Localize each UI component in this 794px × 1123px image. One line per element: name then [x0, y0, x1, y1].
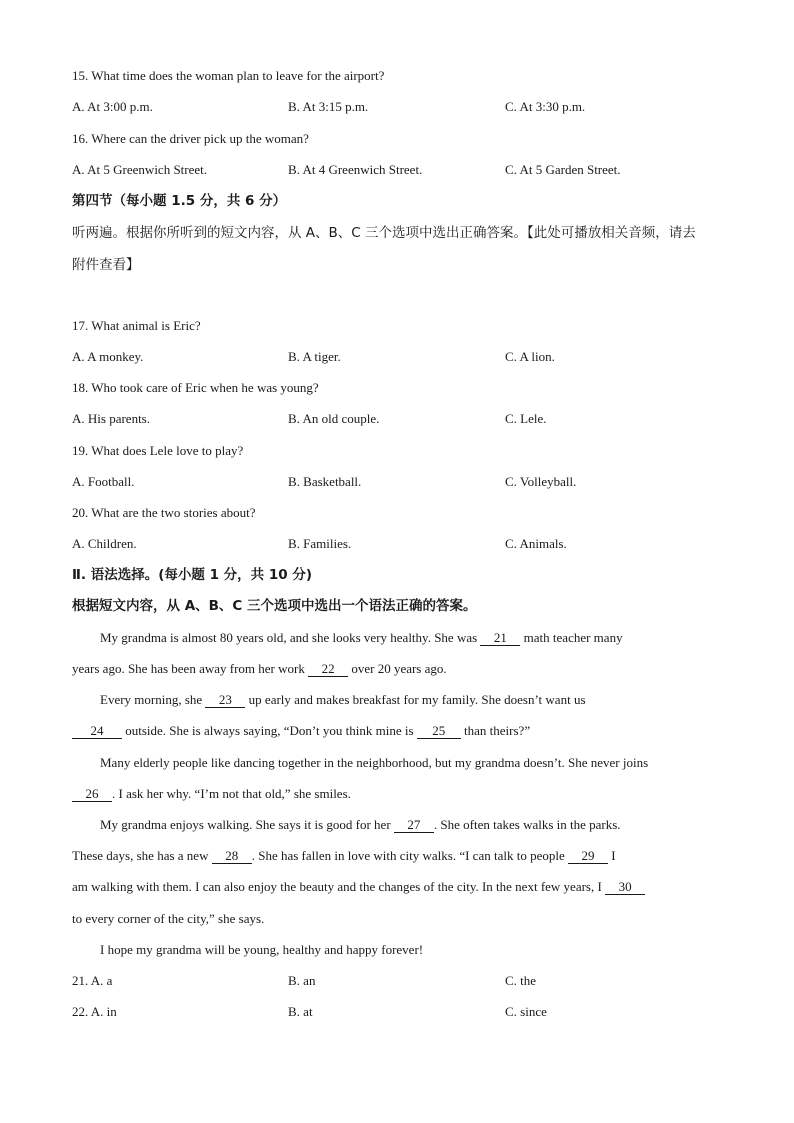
- blank-29: 29: [568, 849, 608, 864]
- option-16a: A. At 5 Greenwich Street.: [72, 162, 208, 177]
- passage-p4-line2: [72, 848, 722, 864]
- passage-text: over 20 years ago.: [348, 661, 447, 676]
- option-15a: A. At 3:00 p.m.: [72, 99, 153, 114]
- section4-instruction-1: 听两遍。根据你所听到的短文内容，从 A、B、C 三个选项中选出正确答案。【此处可播放相关音频，请去: [72, 225, 696, 241]
- passage-text: than theirs?”: [460, 723, 531, 738]
- passage-text: I: [607, 848, 616, 863]
- passage-text: . I ask her why. “I’m not that old,” she smiles.: [112, 786, 351, 801]
- passage-p4-line4: to every corner of the city,” she says.: [72, 911, 265, 926]
- section4-heading: 第四节（每小题 1.5 分，共 6 分）: [72, 193, 287, 209]
- passage-p4-line1: [100, 817, 750, 833]
- question-15: 15. What time does the woman plan to leave for the airport?: [72, 68, 385, 83]
- passage-p4-line3: [72, 879, 722, 895]
- passage-text: My grandma is almost 80 years old, and she looks very healthy. She was: [100, 630, 481, 645]
- question-20: 20. What are the two stories about?: [72, 505, 256, 520]
- option-20c: C. Animals.: [505, 536, 567, 551]
- grammar-heading: Ⅱ. 语法选择。(每小题 1 分，共 10 分): [72, 567, 313, 583]
- question-18: 18. Who took care of Eric when he was young?: [72, 380, 319, 395]
- option-17a: A. A monkey.: [72, 349, 144, 364]
- question-19: 19. What does Lele love to play?: [72, 443, 244, 458]
- passage-p1-line2: [72, 661, 722, 677]
- passage-text: My grandma enjoys walking. She says it is good for her: [100, 817, 394, 832]
- option-18a: A. His parents.: [72, 411, 150, 426]
- blank-23: 23: [205, 693, 245, 708]
- passage-text: up early and makes breakfast for my family. She doesn’t want us: [245, 692, 586, 707]
- option-18b: B. An old couple.: [288, 411, 380, 426]
- grammar-instruction: 根据短文内容，从 A、B、C 三个选项中选出一个语法正确的答案。: [72, 598, 477, 614]
- option-16c: C. At 5 Garden Street.: [505, 162, 621, 177]
- passage-text: These days, she has a new: [72, 848, 212, 863]
- option-19b: B. Basketball.: [288, 474, 362, 489]
- option-17b: B. A tiger.: [288, 349, 341, 364]
- option-19a: A. Football.: [72, 474, 135, 489]
- option-22b: B. at: [288, 1004, 313, 1019]
- passage-text: . She often takes walks in the parks.: [433, 817, 621, 832]
- blank-24: 24: [72, 724, 122, 739]
- option-22c: C. since: [505, 1004, 547, 1019]
- passage-p1-line1: [100, 630, 750, 646]
- question-16: 16. Where can the driver pick up the woman?: [72, 131, 309, 146]
- option-21c: C. the: [505, 973, 537, 988]
- blank-26: 26: [72, 787, 112, 802]
- passage-p3-line1: Many elderly people like dancing together in the neighborhood, but my grandma doesn’t. She never joins: [100, 755, 649, 770]
- passage-text: math teacher many: [520, 630, 623, 645]
- blank-21: 21: [480, 631, 520, 646]
- option-18c: C. Lele.: [505, 411, 547, 426]
- passage-p2-line2: [72, 723, 722, 739]
- option-20b: B. Families.: [288, 536, 352, 551]
- option-19c: C. Volleyball.: [505, 474, 577, 489]
- passage-p2-line1: [100, 692, 750, 708]
- blank-27: 27: [394, 818, 434, 833]
- option-16b: B. At 4 Greenwich Street.: [288, 162, 423, 177]
- passage-text: am walking with them. I can also enjoy the beauty and the changes of the city. In the next few years, I: [72, 879, 606, 894]
- blank-22: 22: [308, 662, 348, 677]
- option-21a: 21. A. a: [72, 973, 113, 988]
- passage-text: . She has fallen in love with city walks. “I can talk to people: [251, 848, 568, 863]
- blank-30: 30: [605, 880, 645, 895]
- section4-instruction-2: 附件查看】: [72, 257, 140, 273]
- option-17c: C. A lion.: [505, 349, 555, 364]
- option-22a: 22. A. in: [72, 1004, 117, 1019]
- passage-text: Every morning, she: [100, 692, 206, 707]
- option-21b: B. an: [288, 973, 316, 988]
- passage-p5: I hope my grandma will be young, healthy and happy forever!: [100, 942, 424, 957]
- option-15c: C. At 3:30 p.m.: [505, 99, 586, 114]
- passage-p3-line2: [72, 786, 722, 802]
- passage-text: years ago. She has been away from her work: [72, 661, 309, 676]
- option-20a: A. Children.: [72, 536, 137, 551]
- question-17: 17. What animal is Eric?: [72, 318, 201, 333]
- blank-28: 28: [212, 849, 252, 864]
- blank-25: 25: [417, 724, 461, 739]
- option-15b: B. At 3:15 p.m.: [288, 99, 369, 114]
- passage-text: outside. She is always saying, “Don’t you think mine is: [122, 723, 417, 738]
